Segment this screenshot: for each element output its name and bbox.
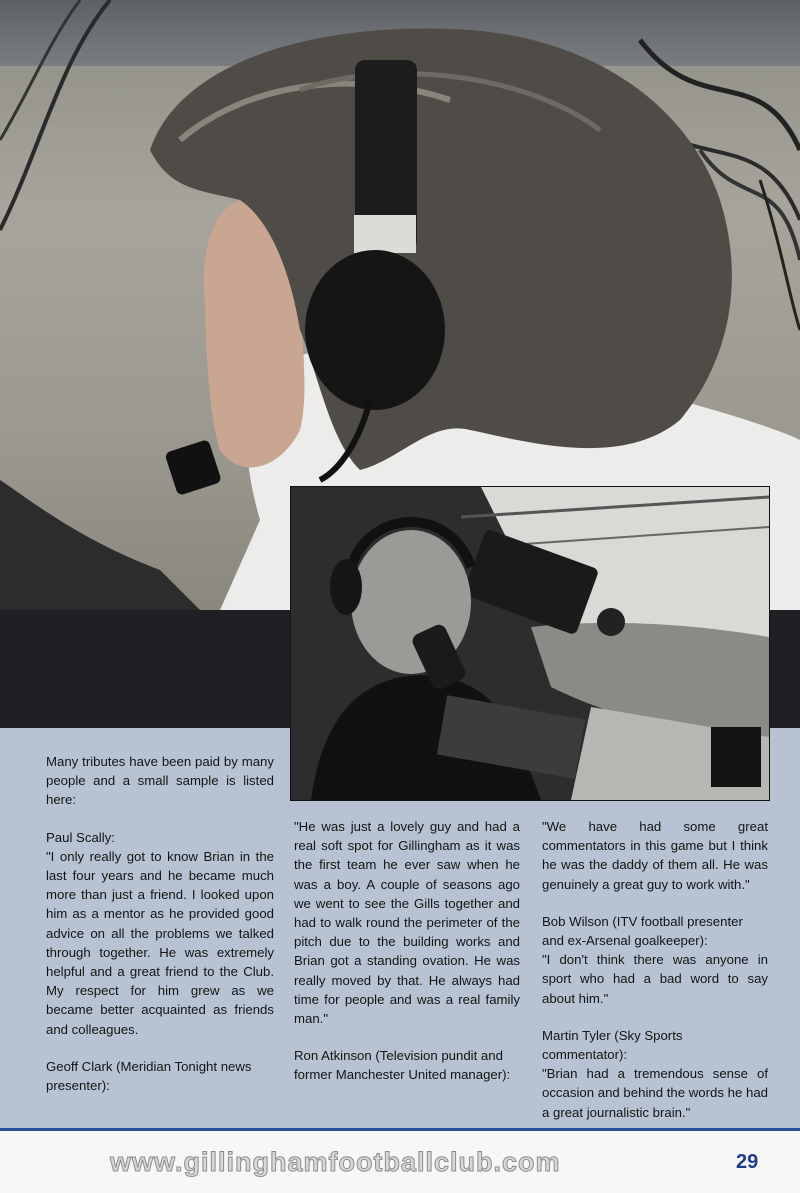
intro-text: Many tributes have been paid by many people and a small sample is listed here: xyxy=(46,754,274,808)
page-footer xyxy=(0,1128,800,1193)
tribute-speaker: Paul Scally: xyxy=(46,829,115,845)
column-right xyxy=(542,817,768,1140)
tribute-speaker: Ron Atkinson (Television pundit and former Manchester United manager): xyxy=(294,1048,511,1083)
column-left xyxy=(46,752,274,1095)
tribute-speaker: Martin Tyler (Sky Sports commentator): xyxy=(542,1027,683,1063)
column-middle xyxy=(294,817,520,1085)
tribute-quote: "I only really got to know Brian in the last four years and he became much more than just a friend. I looked upon him as a mentor as he provided good advice on all the problems we talked through together. He was extremely helpful and a great friend to the Club. My respect for him grew as we became better acquainted as friends and colleagues. xyxy=(46,848,274,1037)
tribute-speaker: Geoff Clark (Meridian Tonight news presenter): xyxy=(46,1058,252,1094)
tribute-speaker: Bob Wilson (ITV football presenter and ex-Arsenal goalkeeper): xyxy=(542,913,743,949)
tribute-quote: "I don't think there was anyone in sport who had a bad word to say about him." xyxy=(542,952,768,1006)
inset-photo-commentator-stadium xyxy=(290,486,770,801)
tribute-quote: "We have had some great commentators in this game but I think he was the daddy of them all. He was genuinely a great guy to work with." xyxy=(542,819,768,892)
page-number: 29 xyxy=(736,1151,759,1173)
inset-photo-illustration xyxy=(291,487,769,800)
tribute-quote: "Brian had a tremendous sense of occasion and behind the words he had a great journalistic brain." xyxy=(542,1066,768,1120)
tribute-quote: "He was just a lovely guy and had a real soft spot for Gillingham as it was the first team he ever saw when he was a boy. A couple of seasons ago we went to see the Gills together and had to walk round the perimeter of the pitch due to the building works and Brian got a standing ovation. He was really moved by that. He always had time for people and was a real family man." xyxy=(294,819,520,1027)
website-url[interactable]: www.gillinghamfootballclub.com xyxy=(110,1147,561,1177)
